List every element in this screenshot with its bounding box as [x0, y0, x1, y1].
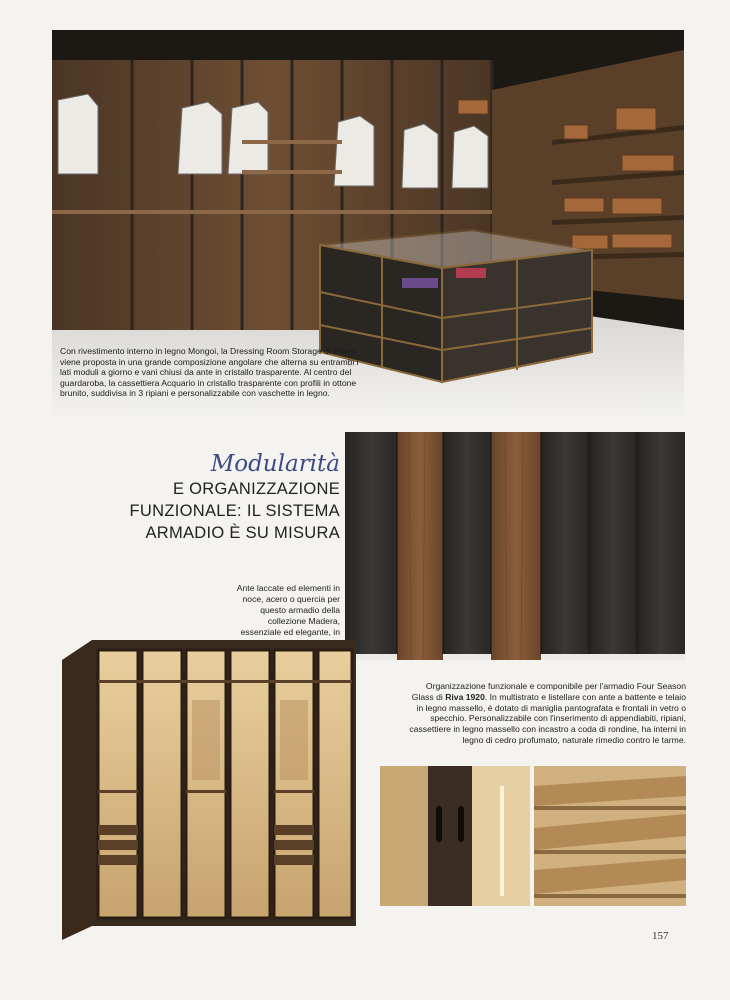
- cabinet-illustration: [62, 640, 360, 940]
- hero-caption-text: Con rivestimento interno in legno Mongoi, la Dressing Room Storage di: [60, 346, 334, 356]
- page-number: 157: [652, 930, 669, 942]
- hero-caption: [60, 346, 360, 399]
- hero-caption-brand: Porro: [333, 346, 357, 356]
- riva-caption-text-2: . In multistrato e listellare con ante a battente e telaio in legno massello, è dotato di maniglia pantografata e frontali in vetro o specchio. Personalizzabile con l'inserimento di appendiabiti, ripiani, cassettiere in legno massello con incastro a coda di rondine, ha interni in legno di cedro profumato, naturale rimedio contro le tarme.: [409, 691, 686, 745]
- heading-script: Modularità: [210, 451, 340, 477]
- shelf-drawer-detail-photo: [534, 766, 686, 906]
- madera-caption-text: Ante laccate ed elementi in noce, acero o quercia per questo armadio della collezione Madera, essenziale ed elegante, in: [236, 583, 340, 637]
- heading-line-2: FUNZIONALE: IL SISTEMA: [129, 502, 340, 520]
- madera-wardrobe-illustration: [345, 432, 685, 660]
- madera-wardrobe-photo: [345, 432, 685, 660]
- riva-caption: [404, 681, 686, 746]
- door-handle-detail-photo: [380, 766, 530, 906]
- hero-caption-text-2: viene proposta in una grande composizione angolare che alterna su entrambi i lati moduli a giorno e vani chiusi da ante in cristallo trasparente. Al centro del guardaroba, la cassettiera Acquario in cristallo trasparente con profili in ottone brunito, suddivisa in 3 ripiani e personalizzabile con vaschette in legno.: [60, 356, 359, 399]
- section-heading: [100, 450, 340, 544]
- shelf-drawer-illustration: [534, 766, 686, 906]
- riva-caption-text: Organizzazione funzionale e componibile per l'armadio Four Season Glass di: [411, 681, 686, 702]
- door-handle-illustration: [380, 766, 530, 906]
- heading-line-1: E ORGANIZZAZIONE: [172, 480, 340, 498]
- four-season-glass-cabinet-photo: [62, 640, 360, 940]
- riva-caption-brand: Riva 1920: [445, 691, 485, 702]
- heading-line-3: ARMADIO È SU MISURA: [145, 524, 340, 542]
